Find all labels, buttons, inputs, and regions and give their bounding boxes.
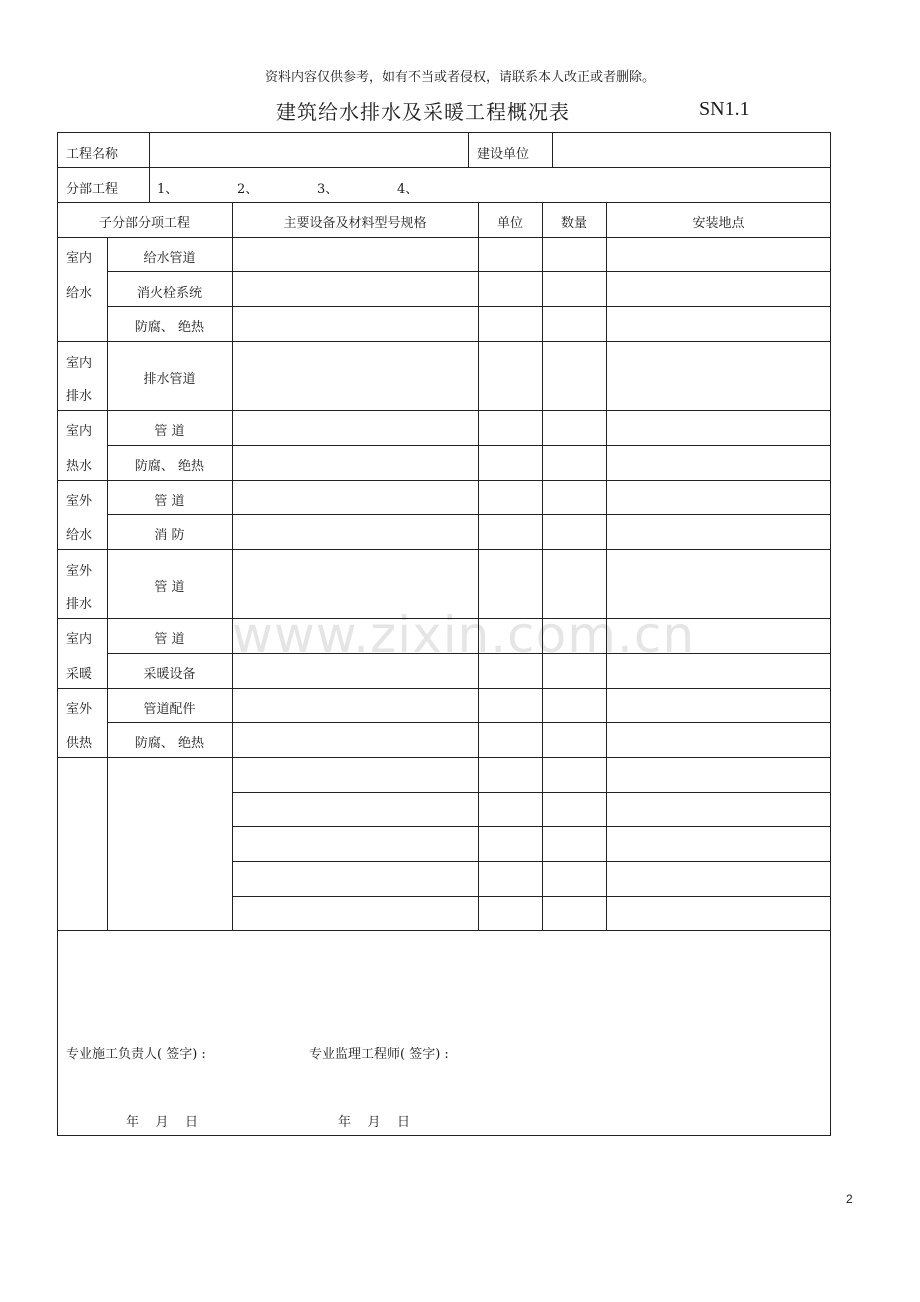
build-unit-label: 建设单位 <box>477 147 530 162</box>
sub-project-1: 1、 <box>157 182 179 197</box>
top-notice: 资料内容仅供参考，如有不当或者侵权，请联系本人改正或者删除。 <box>264 70 655 85</box>
group-label: 室内 <box>66 424 93 439</box>
form-title: 建筑给水排水及采暖工程概况表 <box>276 100 570 124</box>
row-divider <box>232 861 831 862</box>
group-label: 给水 <box>66 286 93 301</box>
col-divider <box>232 202 233 930</box>
row-divider <box>232 826 831 827</box>
sub-item-label: 采暖设备 <box>143 667 196 682</box>
sub-project-label: 分部工程 <box>66 182 119 197</box>
col-header-spec: 主要设备及材料型号规格 <box>283 216 427 231</box>
sub-project-3: 3、 <box>317 182 339 197</box>
sub-item-label: 管 道 <box>154 632 185 647</box>
sub-project-2: 2、 <box>237 182 259 197</box>
row-divider <box>57 202 831 203</box>
group-label: 排水 <box>66 389 93 404</box>
col-divider <box>468 132 469 167</box>
sub-item-label: 防腐、 绝热 <box>134 736 205 751</box>
sub-item-label: 给水管道 <box>143 251 196 266</box>
sub-item-label: 管 道 <box>154 424 185 439</box>
row-divider <box>57 757 831 758</box>
sub-item-label: 排水管道 <box>143 372 196 387</box>
group-label: 室内 <box>66 632 93 647</box>
row-divider <box>57 341 831 342</box>
sub-item-label: 管 道 <box>154 580 185 595</box>
row-divider <box>107 445 831 446</box>
group-label: 室外 <box>66 702 93 717</box>
group-label: 室内 <box>66 356 93 371</box>
group-label: 采暖 <box>66 667 93 682</box>
row-divider <box>57 167 831 168</box>
sub-item-label: 消火栓系统 <box>136 286 202 301</box>
page-number: 2 <box>846 1192 853 1206</box>
sub-item-label: 管道配件 <box>143 702 196 717</box>
row-divider <box>57 237 831 238</box>
row-divider <box>107 722 831 723</box>
group-label: 室外 <box>66 564 93 579</box>
group-label: 室内 <box>66 251 93 266</box>
form-code: SN1.1 <box>699 98 750 120</box>
construction-signature-label: 专业施工负责人( 签字) : <box>66 1047 206 1062</box>
col-divider <box>552 132 553 167</box>
col-header-unit: 单位 <box>496 216 523 231</box>
row-divider <box>57 480 831 481</box>
row-divider <box>57 549 831 550</box>
row-divider <box>107 514 831 515</box>
group-label: 排水 <box>66 597 93 612</box>
col-header-location: 安装地点 <box>692 216 745 231</box>
row-divider <box>107 306 831 307</box>
col-header-item: 子分部分项工程 <box>98 216 190 231</box>
group-label: 室外 <box>66 494 93 509</box>
col-header-qty: 数量 <box>560 216 587 231</box>
sub-item-label: 防腐、 绝热 <box>134 320 205 335</box>
row-divider <box>232 896 831 897</box>
project-name-label: 工程名称 <box>66 147 119 162</box>
supervision-date: 年 月 日 <box>338 1115 411 1130</box>
group-label: 供热 <box>66 736 93 751</box>
sub-project-4: 4、 <box>397 182 419 197</box>
row-divider <box>57 688 831 689</box>
group-label: 热水 <box>66 459 93 474</box>
row-divider <box>232 792 831 793</box>
sub-item-label: 防腐、 绝热 <box>134 459 205 474</box>
construction-date: 年 月 日 <box>126 1115 199 1130</box>
sub-item-label: 管 道 <box>154 494 185 509</box>
supervision-signature-label: 专业监理工程师( 签字) : <box>309 1047 449 1062</box>
sub-item-label: 消 防 <box>154 528 185 543</box>
col-divider <box>542 202 543 930</box>
row-divider <box>57 410 831 411</box>
col-divider <box>478 202 479 930</box>
group-label: 给水 <box>66 528 93 543</box>
watermark: www.zixin.com.cn <box>232 606 696 664</box>
col-divider <box>149 132 150 202</box>
row-divider <box>57 930 831 931</box>
col-divider <box>606 202 607 930</box>
row-divider <box>107 271 831 272</box>
